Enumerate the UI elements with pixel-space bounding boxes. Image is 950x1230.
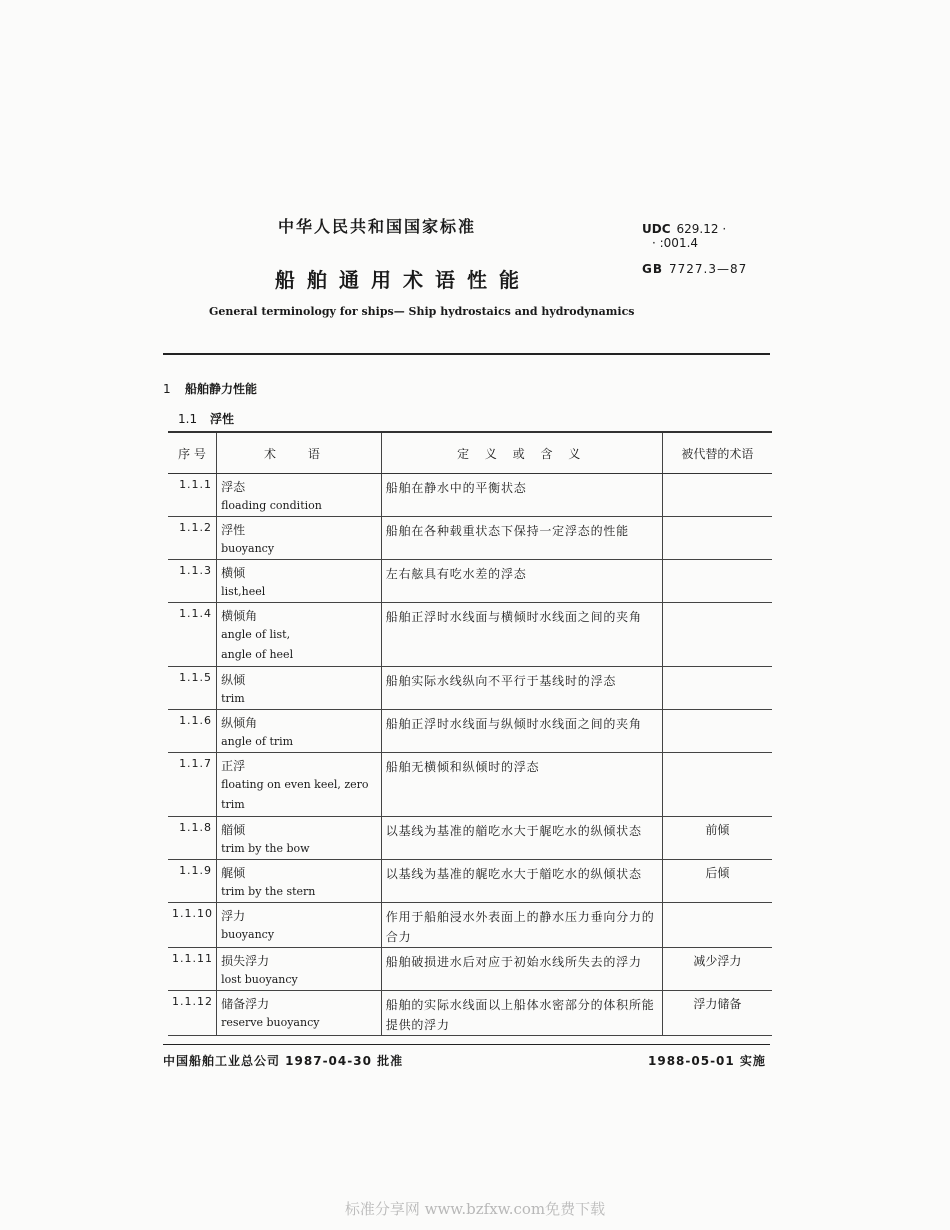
term-definition: 船舶实际水线纵向不平行于基线时的浮态 [381,667,662,710]
header-number: 序 号 [168,432,217,474]
replaced-term [662,753,772,817]
term-definition: 船舶正浮时水线面与纵倾时水线面之间的夹角 [381,710,662,753]
document-title: 船舶通用术语性能 [275,268,531,292]
term-chinese: 纵倾 [221,673,246,687]
term-english: trim [221,798,245,811]
term-english: buoyancy [221,542,275,555]
term-cell [217,603,382,667]
term-number: 1.1.2 [168,517,217,560]
term-definition: 船舶的实际水线面以上船体水密部分的体积所能提供的浮力 [381,991,662,1036]
table-row [168,753,772,817]
term-cell [217,903,382,948]
effective-date: 1988-05-01 实施 [648,1054,766,1068]
section-heading-1 [163,380,257,397]
footer-divider [163,1044,770,1045]
table-row [168,991,772,1036]
term-cell [217,753,382,817]
terminology-table [168,431,772,1036]
term-number: 1.1.1 [168,474,217,517]
term-chinese: 浮性 [221,523,246,537]
term-cell [217,991,382,1036]
term-chinese: 纵倾角 [221,716,258,730]
table-row [168,948,772,991]
approval-info: 中国船舶工业总公司 1987-04-30 批准 [163,1054,404,1068]
replaced-term [662,517,772,560]
udc-line1: 629.12 · [676,222,727,236]
term-cell [217,948,382,991]
term-chinese: 正浮 [221,759,246,773]
section-heading-1-1 [178,410,234,427]
table-row [168,667,772,710]
udc-line2: · :001.4 [652,236,699,250]
term-number: 1.1.5 [168,667,217,710]
gb-code [642,262,747,276]
subsection-number: 1.1 [178,412,198,426]
table-header-row [168,432,772,474]
udc-label: UDC [642,222,671,236]
term-number: 1.1.8 [168,817,217,860]
term-definition: 以基线为基准的艏吃水大于艉吃水的纵倾状态 [381,817,662,860]
table-row [168,860,772,903]
replaced-term [662,903,772,948]
term-definition: 船舶在各种载重状态下保持一定浮态的性能 [381,517,662,560]
table-row [168,603,772,667]
gb-number: 7727.3—87 [669,262,748,276]
gb-label: GB [642,262,663,276]
table-row [168,517,772,560]
term-english: floating on even keel, zero [221,778,369,791]
term-chinese: 横倾角 [221,609,258,623]
term-english: floading condition [221,499,322,512]
udc-code [642,222,726,236]
term-english: reserve buoyancy [221,1016,320,1029]
subsection-title: 浮性 [210,412,235,426]
term-definition: 船舶正浮时水线面与横倾时水线面之间的夹角 [381,603,662,667]
replaced-term [662,560,772,603]
document-title-english: General terminology for ships— Ship hydrostaics and hydrodynamics [209,305,635,318]
term-english: trim [221,692,245,705]
term-cell [217,474,382,517]
term-number: 1.1.4 [168,603,217,667]
watermark: 标准分享网 www.bzfxw.com免费下载 [344,1200,606,1218]
term-number: 1.1.6 [168,710,217,753]
term-definition: 左右舷具有吃水差的浮态 [381,560,662,603]
term-english: buoyancy [221,928,275,941]
term-chinese: 艏倾 [221,823,246,837]
term-chinese: 损失浮力 [221,954,270,968]
term-definition: 作用于船舶浸水外表面上的静水压力垂向分力的合力 [381,903,662,948]
term-definition: 船舶破损进水后对应于初始水线所失去的浮力 [381,948,662,991]
table-row [168,817,772,860]
header-replaced-term: 被代替的术语 [662,432,772,474]
replaced-term [662,603,772,667]
term-cell [217,710,382,753]
section-number: 1 [163,382,171,396]
term-english: trim by the bow [221,842,310,855]
section-title: 船舶静力性能 [185,382,258,396]
replaced-term: 浮力储备 [662,991,772,1036]
table-row [168,903,772,948]
term-number: 1.1.10 [168,903,217,948]
header-term: 术 语 [217,432,382,474]
term-chinese: 横倾 [221,566,246,580]
term-english: trim by the stern [221,885,316,898]
term-number: 1.1.11 [168,948,217,991]
term-number: 1.1.9 [168,860,217,903]
term-english: angle of heel [221,648,294,661]
replaced-term [662,667,772,710]
replaced-term [662,474,772,517]
term-cell [217,560,382,603]
term-english: angle of trim [221,735,294,748]
term-chinese: 储备浮力 [221,997,270,1011]
term-english: list,heel [221,585,266,598]
term-cell [217,860,382,903]
replaced-term: 减少浮力 [662,948,772,991]
term-number: 1.1.7 [168,753,217,817]
term-english: angle of list, [221,628,291,641]
table-row [168,710,772,753]
term-english: lost buoyancy [221,973,298,986]
term-chinese: 浮力 [221,909,246,923]
term-cell [217,667,382,710]
term-cell [217,817,382,860]
term-definition: 以基线为基准的艉吃水大于艏吃水的纵倾状态 [381,860,662,903]
term-definition: 船舶在静水中的平衡状态 [381,474,662,517]
header-definition: 定 义 或 含 义 [381,432,662,474]
replaced-term: 前倾 [662,817,772,860]
replaced-term [662,710,772,753]
term-chinese: 浮态 [221,480,246,494]
term-number: 1.1.12 [168,991,217,1036]
term-chinese: 艉倾 [221,866,246,880]
table-row [168,474,772,517]
term-number: 1.1.3 [168,560,217,603]
header-divider [163,353,770,355]
standard-name: 中华人民共和国国家标准 [278,217,477,236]
replaced-term: 后倾 [662,860,772,903]
term-definition: 船舶无横倾和纵倾时的浮态 [381,753,662,817]
term-cell [217,517,382,560]
table-row [168,560,772,603]
